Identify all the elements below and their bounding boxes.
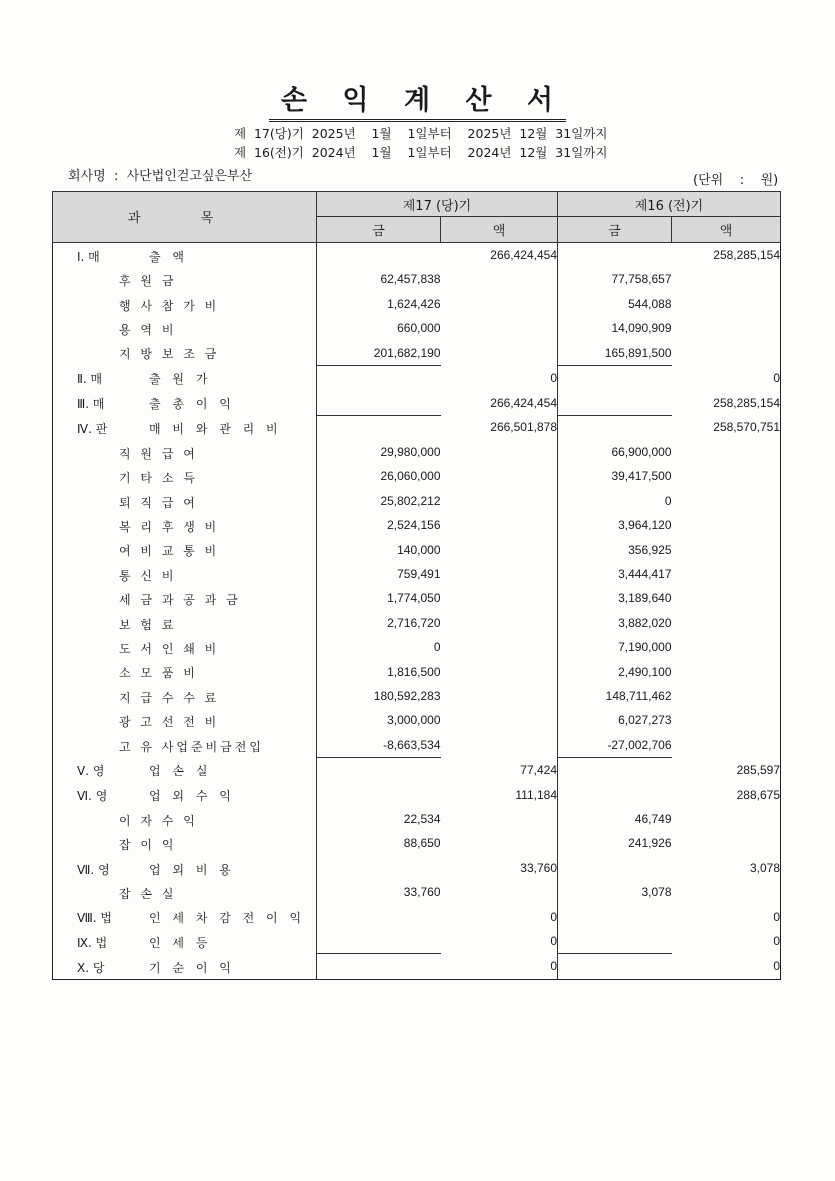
cell-prior-total xyxy=(672,586,781,610)
row-label: 여 비 교 통 비 xyxy=(119,544,220,559)
cell-current-subtotal: 2,524,156 xyxy=(387,518,441,533)
row-subject xyxy=(53,340,317,365)
row-subject xyxy=(53,415,317,440)
cell-current-subtotal: 29,980,000 xyxy=(380,445,441,460)
cell-current-total xyxy=(441,513,558,537)
cell-prior-subtotal xyxy=(558,782,672,806)
row-label: 출 총 이 익 xyxy=(149,397,235,412)
cell-current-subtotal xyxy=(317,242,441,267)
cell-prior-total: 288,675 xyxy=(672,782,781,806)
cell-current-total xyxy=(441,316,558,340)
cell-prior-total: 258,285,154 xyxy=(672,242,781,267)
row-label: 후 원 금 xyxy=(119,274,177,289)
cell-prior-total xyxy=(672,831,781,855)
row-subject xyxy=(53,562,317,586)
cell-current-total xyxy=(441,464,558,488)
cell-current-total: 0 xyxy=(441,954,558,979)
cell-current-subtotal: 3,000,000 xyxy=(387,713,441,728)
row-subject xyxy=(53,635,317,659)
cell-current-total: 111,184 xyxy=(441,782,558,806)
table-row xyxy=(53,292,781,316)
statement-title-wrap xyxy=(0,78,835,122)
cell-prior-subtotal: 14,090,909 xyxy=(611,321,672,336)
row-subject xyxy=(53,659,317,683)
row-subject xyxy=(53,537,317,561)
cell-current-total: 77,424 xyxy=(441,757,558,782)
cell-current-total xyxy=(441,267,558,291)
row-label: 보 험 료 xyxy=(119,617,177,632)
table-row xyxy=(53,782,781,806)
row-number: Ⅲ. 매 xyxy=(77,397,105,412)
row-label: 소 모 품 비 xyxy=(119,666,198,681)
row-label: 직 원 급 여 xyxy=(119,446,198,461)
cell-current-total xyxy=(441,807,558,831)
cell-prior-total xyxy=(672,316,781,340)
row-subject xyxy=(53,316,317,340)
cell-current-total: 266,501,878 xyxy=(441,415,558,440)
cell-prior-subtotal xyxy=(558,757,672,782)
cell-prior-total: 0 xyxy=(672,904,781,928)
row-number: Ⅱ. 매 xyxy=(77,372,103,387)
cell-current-subtotal: 1,774,050 xyxy=(387,591,441,606)
table-row xyxy=(53,586,781,610)
table-row xyxy=(53,562,781,586)
table-row xyxy=(53,708,781,732)
row-label: 기 순 이 익 xyxy=(149,960,235,975)
row-label: 업 외 비 용 xyxy=(149,862,235,877)
cell-prior-total xyxy=(672,635,781,659)
row-subject xyxy=(53,831,317,855)
cell-current-total xyxy=(441,708,558,732)
row-number: Ⅸ. 법 xyxy=(77,935,108,950)
cell-prior-total xyxy=(672,562,781,586)
table-row xyxy=(53,365,781,390)
row-number: Ⅷ. 법 xyxy=(77,911,113,926)
header-subject: 과 목 xyxy=(53,192,317,243)
cell-prior-subtotal: 6,027,273 xyxy=(618,713,672,728)
cell-current-subtotal: 33,760 xyxy=(403,885,441,900)
row-number: Ⅳ. 판 xyxy=(77,422,108,437)
header-prior-period: 제16 (전)기 xyxy=(558,192,781,217)
table-row xyxy=(53,904,781,928)
header-amount-left-current: 금 xyxy=(317,217,441,242)
row-label: 인 세 차 감 전 이 익 xyxy=(149,911,306,926)
row-label: 행 사 참 가 비 xyxy=(119,298,220,313)
table-row xyxy=(53,954,781,979)
cell-current-total: 0 xyxy=(441,929,558,954)
cell-current-total xyxy=(441,292,558,316)
row-subject xyxy=(53,242,317,267)
cell-prior-subtotal xyxy=(558,904,672,928)
cell-current-subtotal: 140,000 xyxy=(397,542,441,557)
row-number: Ⅶ. 영 xyxy=(77,862,110,877)
cell-current-subtotal xyxy=(317,904,441,928)
row-label: 지 급 수 수 료 xyxy=(119,690,220,705)
row-number: Ⅵ. 영 xyxy=(77,789,108,804)
row-label: 복 리 후 생 비 xyxy=(119,520,220,535)
cell-prior-total xyxy=(672,440,781,464)
row-label: 이 자 수 익 xyxy=(119,813,198,828)
cell-prior-total xyxy=(672,684,781,708)
cell-current-subtotal: 201,682,190 xyxy=(373,345,441,360)
cell-current-total xyxy=(441,880,558,904)
cell-current-subtotal: -8,663,534 xyxy=(383,737,441,752)
cell-current-subtotal xyxy=(317,929,441,954)
cell-current-subtotal: 0 xyxy=(433,640,441,655)
cell-prior-subtotal: 2,490,100 xyxy=(618,664,672,679)
cell-current-subtotal xyxy=(317,365,441,390)
cell-prior-subtotal: 241,926 xyxy=(628,836,672,851)
cell-prior-total xyxy=(672,464,781,488)
row-label: 출 액 xyxy=(149,249,188,264)
cell-prior-subtotal: 3,078 xyxy=(641,885,672,900)
cell-prior-subtotal xyxy=(558,365,672,390)
cell-current-subtotal: 759,491 xyxy=(397,567,441,582)
row-subject xyxy=(53,365,317,390)
table-row xyxy=(53,415,781,440)
table-row xyxy=(53,513,781,537)
statement-rows xyxy=(53,242,781,979)
cell-current-total: 0 xyxy=(441,365,558,390)
cell-current-subtotal: 1,624,426 xyxy=(387,296,441,311)
income-statement-table xyxy=(52,191,781,980)
row-subject xyxy=(53,807,317,831)
unit-label: (단위 : 원) xyxy=(693,173,779,188)
table-row xyxy=(53,267,781,291)
table-row xyxy=(53,390,781,415)
cell-current-subtotal: 22,534 xyxy=(403,811,441,826)
row-label: 광 고 선 전 비 xyxy=(119,715,220,730)
cell-prior-total xyxy=(672,292,781,316)
table-row xyxy=(53,440,781,464)
cell-prior-total xyxy=(672,489,781,513)
row-subject xyxy=(53,489,317,513)
table-row xyxy=(53,807,781,831)
cell-current-subtotal: 88,650 xyxy=(403,836,441,851)
table-row xyxy=(53,659,781,683)
row-subject xyxy=(53,513,317,537)
statement-title: 손 익 계 산 서 xyxy=(269,78,566,122)
table-row xyxy=(53,316,781,340)
cell-current-total xyxy=(441,537,558,561)
period-current: 제 17(당)기 2025년 1월 1일부터 2025년 12월 31일까지 xyxy=(234,126,608,141)
cell-prior-total xyxy=(672,340,781,365)
row-subject xyxy=(53,586,317,610)
row-subject xyxy=(53,733,317,758)
cell-prior-subtotal: 544,088 xyxy=(628,296,672,311)
row-label: 지 방 보 조 금 xyxy=(119,347,220,362)
cell-prior-subtotal: 3,964,120 xyxy=(618,518,672,533)
cell-current-total xyxy=(441,733,558,758)
row-label: 매 비 와 관 리 비 xyxy=(149,422,282,437)
row-number: Ⅰ. 매 xyxy=(77,249,100,264)
cell-prior-total: 0 xyxy=(672,954,781,979)
cell-prior-subtotal: 3,882,020 xyxy=(618,615,672,630)
row-subject xyxy=(53,684,317,708)
cell-prior-subtotal xyxy=(558,856,672,880)
cell-prior-subtotal: 7,190,000 xyxy=(618,640,672,655)
row-label: 통 신 비 xyxy=(119,568,177,583)
table-row xyxy=(53,537,781,561)
row-label: 인 세 등 xyxy=(149,935,212,950)
row-subject xyxy=(53,929,317,954)
cell-prior-subtotal xyxy=(558,390,672,415)
cell-current-subtotal: 2,716,720 xyxy=(387,615,441,630)
cell-prior-total xyxy=(672,807,781,831)
cell-prior-total xyxy=(672,880,781,904)
row-subject xyxy=(53,390,317,415)
table-row xyxy=(53,831,781,855)
table-row xyxy=(53,635,781,659)
header-amount-left-prior: 금 xyxy=(558,217,672,242)
row-label: 잡 이 익 xyxy=(119,838,177,853)
header-amount-right-current: 액 xyxy=(441,217,558,242)
row-subject xyxy=(53,954,317,979)
cell-current-total xyxy=(441,831,558,855)
cell-prior-total: 0 xyxy=(672,929,781,954)
cell-prior-total xyxy=(672,513,781,537)
cell-prior-subtotal: 165,891,500 xyxy=(604,345,672,360)
cell-current-subtotal xyxy=(317,954,441,979)
cell-current-subtotal xyxy=(317,856,441,880)
row-subject xyxy=(53,464,317,488)
row-subject xyxy=(53,267,317,291)
row-subject xyxy=(53,880,317,904)
cell-current-total xyxy=(441,440,558,464)
cell-current-total xyxy=(441,562,558,586)
row-subject xyxy=(53,708,317,732)
cell-prior-subtotal: 77,758,657 xyxy=(611,272,672,287)
row-label: 도 서 인 쇄 비 xyxy=(119,642,220,657)
cell-prior-subtotal xyxy=(558,929,672,954)
cell-current-total: 33,760 xyxy=(441,856,558,880)
cell-current-total: 266,424,454 xyxy=(441,242,558,267)
table-row xyxy=(53,340,781,365)
row-label: 잡 손 실 xyxy=(119,886,177,901)
cell-prior-total xyxy=(672,733,781,758)
row-subject xyxy=(53,440,317,464)
row-subject xyxy=(53,292,317,316)
cell-current-subtotal: 26,060,000 xyxy=(380,469,441,484)
cell-current-subtotal xyxy=(317,757,441,782)
cell-prior-total: 258,285,154 xyxy=(672,390,781,415)
cell-prior-subtotal: 148,711,462 xyxy=(605,689,672,703)
cell-current-subtotal: 25,802,212 xyxy=(380,493,441,508)
cell-prior-subtotal: 39,417,500 xyxy=(611,469,672,484)
cell-current-subtotal: 62,457,838 xyxy=(380,272,441,287)
cell-prior-total: 285,597 xyxy=(672,757,781,782)
cell-current-subtotal: 180,592,283 xyxy=(373,689,441,703)
row-label: 업 외 수 익 xyxy=(149,789,235,804)
cell-prior-total xyxy=(672,611,781,635)
row-subject xyxy=(53,611,317,635)
table-row xyxy=(53,880,781,904)
cell-current-subtotal xyxy=(317,390,441,415)
table-row xyxy=(53,684,781,708)
table-row xyxy=(53,489,781,513)
row-number: Ⅹ. 당 xyxy=(77,960,105,975)
table-row xyxy=(53,611,781,635)
cell-prior-total xyxy=(672,267,781,291)
company-name: 회사명 : 사단법인걷고싶은부산 xyxy=(68,169,253,184)
cell-current-total xyxy=(441,340,558,365)
row-label: 고 유 사업준비금전입 xyxy=(119,739,264,754)
row-subject xyxy=(53,856,317,880)
cell-current-total: 266,424,454 xyxy=(441,390,558,415)
cell-current-total xyxy=(441,586,558,610)
table-row xyxy=(53,464,781,488)
cell-current-total xyxy=(441,635,558,659)
table-row xyxy=(53,757,781,782)
cell-current-total xyxy=(441,659,558,683)
cell-prior-subtotal: 46,749 xyxy=(634,811,672,826)
cell-prior-subtotal xyxy=(558,954,672,979)
cell-prior-subtotal: 356,925 xyxy=(628,542,672,557)
row-label: 기 타 소 득 xyxy=(119,471,198,486)
cell-current-total xyxy=(441,611,558,635)
table-row xyxy=(53,856,781,880)
table-row xyxy=(53,733,781,758)
cell-prior-subtotal xyxy=(558,242,672,267)
cell-prior-subtotal: 3,444,417 xyxy=(618,567,672,582)
row-subject xyxy=(53,782,317,806)
cell-current-subtotal xyxy=(317,415,441,440)
row-label: 퇴 직 급 여 xyxy=(119,495,198,510)
row-label: 출 원 가 xyxy=(149,372,212,387)
cell-prior-subtotal: 66,900,000 xyxy=(611,445,672,460)
table-row xyxy=(53,242,781,267)
cell-current-subtotal xyxy=(317,782,441,806)
cell-prior-total xyxy=(672,659,781,683)
cell-current-total: 0 xyxy=(441,904,558,928)
table-row xyxy=(53,929,781,954)
cell-prior-total xyxy=(672,537,781,561)
cell-prior-subtotal: 0 xyxy=(664,493,672,508)
row-label: 용 역 비 xyxy=(119,322,177,337)
row-subject xyxy=(53,904,317,928)
period-prior: 제 16(전)기 2024년 1월 1일부터 2024년 12월 31일까지 xyxy=(234,145,608,160)
cell-current-subtotal: 660,000 xyxy=(397,321,441,336)
cell-current-total xyxy=(441,684,558,708)
cell-current-subtotal: 1,816,500 xyxy=(387,664,441,679)
cell-prior-subtotal: 3,189,640 xyxy=(618,591,672,606)
cell-prior-subtotal xyxy=(558,415,672,440)
cell-prior-total: 3,078 xyxy=(672,856,781,880)
cell-prior-total: 258,570,751 xyxy=(672,415,781,440)
cell-prior-subtotal: -27,002,706 xyxy=(607,737,672,752)
row-label: 업 손 실 xyxy=(149,764,212,779)
header-amount-right-prior: 액 xyxy=(672,217,781,242)
row-label: 세 금 과 공 과 금 xyxy=(119,593,241,608)
row-number: Ⅴ. 영 xyxy=(77,764,105,779)
cell-current-total xyxy=(441,489,558,513)
cell-prior-total xyxy=(672,708,781,732)
cell-prior-total: 0 xyxy=(672,365,781,390)
row-subject xyxy=(53,757,317,782)
header-current-period: 제17 (당)기 xyxy=(317,192,558,217)
